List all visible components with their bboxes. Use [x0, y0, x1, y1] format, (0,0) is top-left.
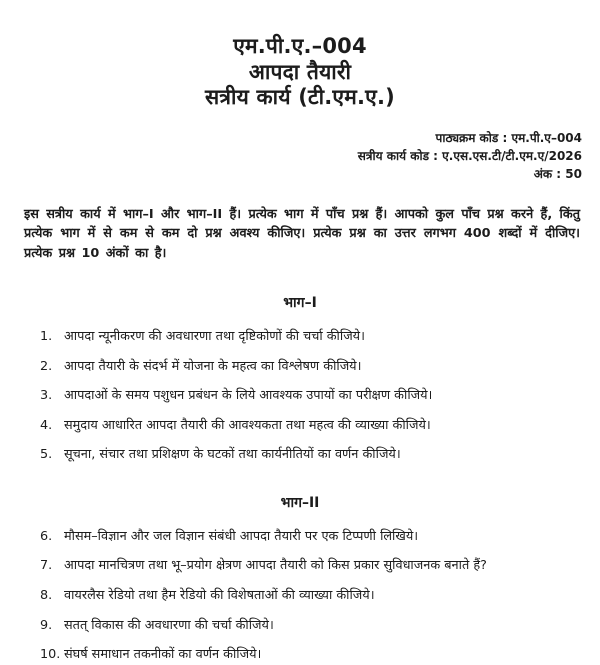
document-title-block: [0, 34, 600, 111]
question-number: 5.: [40, 447, 53, 463]
assignment-meta-block: [0, 129, 582, 183]
question-row: [40, 328, 580, 347]
program-code-line: पाठ्यक्रम कोड : एम.पी.ए–004: [435, 130, 582, 145]
question-number: 3.: [40, 388, 53, 404]
question-row: [40, 358, 580, 377]
question-text: वायरलैस रेडियो तथा हैम रेडियो की विशेषताओं की व्याख्या कीजिये।: [64, 587, 375, 603]
assignment-document-page: [0, 34, 600, 663]
question-number: 9.: [40, 617, 53, 633]
question-row: [40, 557, 580, 576]
question-text: आपदा न्यूनीकरण की अवधारणा तथा दृष्टिकोणों की चर्चा कीजिये।: [64, 329, 365, 345]
course-name-title: आपदा तैयारी: [248, 59, 352, 84]
question-row: [40, 417, 580, 436]
section-heading-part-1: भाग–I: [283, 295, 317, 312]
question-list-part-2: [40, 528, 580, 665]
question-text: मौसम–विज्ञान और जल विज्ञान संबंधी आपदा तैयारी पर एक टिप्पणी लिखिये।: [64, 528, 419, 544]
question-list-part-1: [40, 328, 580, 465]
question-text: सूचना, संचार तथा प्रशिक्षण के घटकों तथा कार्यनीतियों का वर्णन कीजिये।: [64, 447, 401, 463]
question-row: [40, 387, 580, 406]
question-row: [40, 528, 580, 547]
question-row: [40, 587, 580, 606]
assignment-type-title: सत्रीय कार्य (टी.एम.ए.): [205, 85, 395, 110]
question-number: 6.: [40, 528, 53, 544]
question-text: संघर्ष समाधान तकनीकों का वर्णन कीजिये।: [64, 647, 262, 663]
question-row: [40, 617, 580, 636]
question-number: 2.: [40, 358, 53, 374]
assignment-code-line: सत्रीय कार्य कोड : ए.एस.एस.टी/टी.एम.ए/2026: [357, 148, 582, 163]
instructions-paragraph: इस सत्रीय कार्य में भाग–I और भाग–II हैं। प्रत्येक भाग में पाँच प्रश्न हैं। आपको कुल पाँच प्रश्न करने हैं, किंतु प्रत्येक भाग में से कम से कम दो प्रश्न अवश्य कीजिए। प्रत्येक प्रश्न का उत्तर लगभग 400 शब्दों में दीजिए। प्रत्येक प्रश्न 10 अंकों का है।: [24, 206, 580, 261]
question-text: सतत् विकास की अवधारणा की चर्चा कीजिये।: [64, 617, 274, 633]
question-number: 8.: [40, 587, 53, 603]
section-heading-part-2: भाग–II: [280, 494, 320, 511]
question-number: 7.: [40, 558, 53, 574]
question-number: 4.: [40, 417, 53, 433]
question-text: आपदाओं के समय पशुधन प्रबंधन के लिये आवश्यक उपायों का परीक्षण कीजिये।: [64, 388, 433, 404]
question-text: समुदाय आधारित आपदा तैयारी की आवश्यकता तथा महत्व की व्याख्या कीजिये।: [64, 417, 431, 433]
question-text: आपदा तैयारी के संदर्भ में योजना के महत्व का विश्लेषण कीजिये।: [64, 358, 362, 374]
question-number: 1.: [40, 329, 53, 345]
course-code-title: एम.पी.ए.–004: [233, 34, 367, 58]
question-row: [40, 446, 580, 465]
question-text: आपदा मानचित्रण तथा भू–प्रयोग क्षेत्रण आपदा तैयारी को किस प्रकार सुविधाजनक बनाते हैं?: [64, 558, 487, 574]
question-row: [40, 646, 580, 665]
marks-line: अंक : 50: [533, 166, 582, 181]
question-number: 10.: [40, 647, 61, 663]
